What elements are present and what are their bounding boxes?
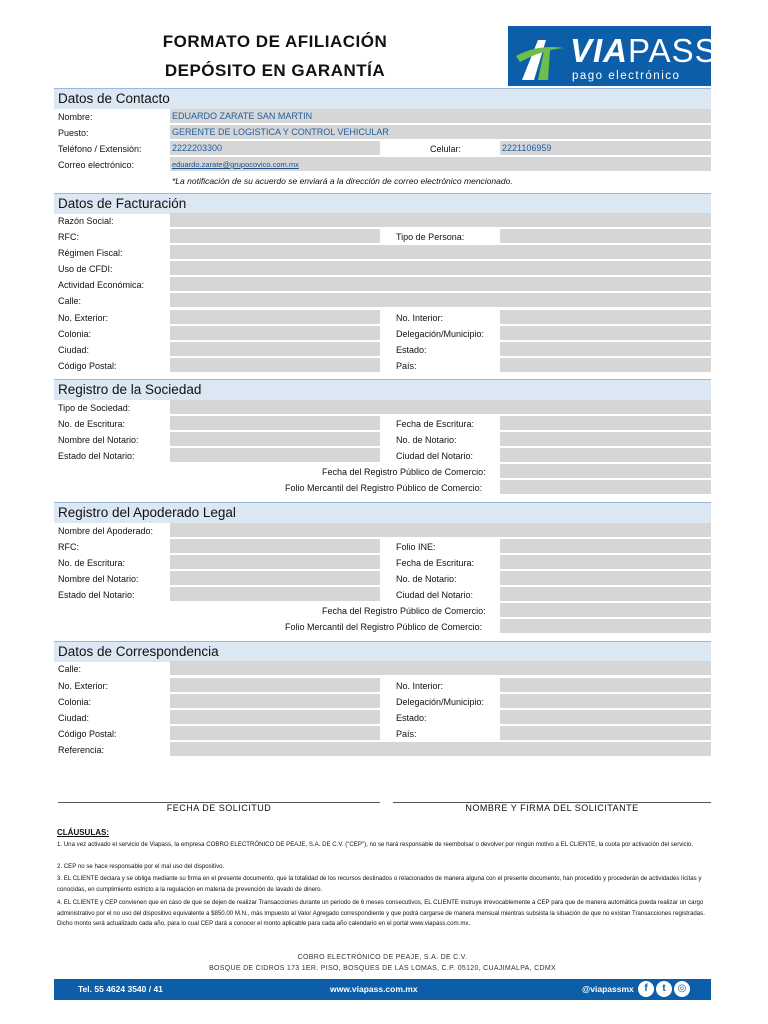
cp-field[interactable] (170, 358, 380, 373)
soc-fecha-escritura-label: Fecha de Escritura: (396, 419, 475, 429)
soc-folio-mercantil-field[interactable] (500, 480, 711, 495)
nombre-value: EDUARDO ZARATE SAN MARTIN (172, 111, 313, 121)
apoderado-nombre-field[interactable] (170, 523, 711, 538)
tipo-persona-label: Tipo de Persona: (396, 232, 465, 242)
facebook-icon[interactable]: f (638, 981, 654, 997)
soc-ciudad-notario-field[interactable] (500, 448, 711, 463)
corr-estado-field[interactable] (500, 710, 711, 725)
estado-label: Estado: (396, 345, 427, 355)
soc-no-notario-field[interactable] (500, 432, 711, 447)
puesto-label: Puesto: (58, 128, 89, 138)
twitter-icon[interactable]: t (656, 981, 672, 997)
footer-company: COBRO ELECTRÓNICO DE PEAJE, S.A. DE C.V. (297, 954, 468, 961)
nombre-label: Nombre: (58, 112, 93, 122)
rfc-label: RFC: (58, 232, 79, 242)
folio-ine-label: Folio INE: (396, 542, 436, 552)
correo-value[interactable]: eduardo.zarate@grupocovico.com.mx (172, 160, 299, 169)
corr-ciudad-label: Ciudad: (58, 713, 90, 723)
corr-calle-field[interactable] (170, 661, 711, 676)
apo-nombre-notario-label: Nombre del Notario: (58, 574, 139, 584)
corr-calle-label: Calle: (58, 664, 82, 674)
telefono-value: 2222203300 (172, 143, 223, 153)
form-title-line2: DEPÓSITO EN GARANTÍA (164, 61, 386, 80)
corr-pais-label: País: (396, 729, 417, 739)
soc-fecha-escritura-field[interactable] (500, 416, 711, 431)
apo-folio-mercantil-label: Folio Mercantil del Registro Público de Comercio: (285, 622, 483, 632)
corr-no-exterior-label: No. Exterior: (58, 681, 109, 691)
apo-folio-mercantil-field[interactable] (500, 619, 711, 634)
telefono-label: Teléfono / Extensión: (58, 144, 142, 154)
soc-no-escritura-field[interactable] (170, 416, 380, 431)
ciudad-field[interactable] (170, 342, 380, 357)
section-facturacion: Datos de Facturación (54, 193, 711, 214)
calle-label: Calle: (58, 296, 82, 306)
apo-no-notario-field[interactable] (500, 571, 711, 586)
uso-cfdi-label: Uso de CFDI: (58, 264, 113, 274)
apo-estado-notario-field[interactable] (170, 587, 380, 602)
logo-brand: VIAPASS (570, 32, 718, 69)
rfc-field[interactable] (170, 229, 380, 244)
correo-note: *La notificación de su acuerdo se enviará a la dirección de correo electrónico mencionado. (172, 176, 513, 186)
soc-no-escritura-label: No. de Escritura: (58, 419, 126, 429)
corr-colonia-label: Colonia: (58, 697, 92, 707)
form-title-line1: FORMATO DE AFILIACIÓN (162, 32, 388, 51)
delegacion-label: Delegación/Municipio: (396, 329, 485, 339)
soc-estado-notario-field[interactable] (170, 448, 380, 463)
pais-field[interactable] (500, 358, 711, 373)
corr-ciudad-field[interactable] (170, 710, 380, 725)
section-sociedad: Registro de la Sociedad (54, 379, 711, 400)
apo-nombre-notario-field[interactable] (170, 571, 380, 586)
apo-ciudad-notario-field[interactable] (500, 587, 711, 602)
corr-no-interior-label: No. Interior: (396, 681, 444, 691)
apo-fecha-escritura-field[interactable] (500, 555, 711, 570)
tipo-persona-field[interactable] (500, 229, 711, 244)
folio-ine-field[interactable] (500, 539, 711, 554)
section-correspondencia: Datos de Correspondencia (54, 641, 711, 662)
regimen-label: Régimen Fiscal: (58, 248, 123, 258)
calle-field[interactable] (170, 293, 711, 308)
apo-ciudad-notario-label: Ciudad del Notario: (396, 590, 474, 600)
soc-nombre-notario-label: Nombre del Notario: (58, 435, 139, 445)
correo-label: Correo electrónico: (58, 160, 135, 170)
soc-ciudad-notario-label: Ciudad del Notario: (396, 451, 474, 461)
soc-folio-mercantil-label: Folio Mercantil del Registro Público de Comercio: (285, 483, 483, 493)
referencia-label: Referencia: (58, 745, 105, 755)
footer-address: BOSQUE DE CIDROS 173 1ER. PISO, BOSQUES DE LAS LOMAS, C.P. 05120, CUAJIMALPA, CDMX (209, 965, 556, 972)
footer-handle[interactable]: @viapassmx (582, 984, 634, 994)
logo-tagline: pago electrónico (572, 70, 681, 82)
no-exterior-field[interactable] (170, 310, 380, 325)
viapass-road-icon (508, 26, 570, 86)
no-exterior-label: No. Exterior: (58, 313, 109, 323)
footer-bar (54, 979, 711, 1000)
corr-estado-label: Estado: (396, 713, 427, 723)
regimen-field[interactable] (170, 245, 711, 260)
clausula-2: 2. CEP no se hace responsable por el mal uso del dispositivo. (57, 863, 225, 870)
section-contacto: Datos de Contacto (54, 88, 711, 109)
corr-delegacion-label: Delegación/Municipio: (396, 697, 485, 707)
puesto-value: GERENTE DE LOGISTICA Y CONTROL VEHICULAR (172, 127, 389, 137)
actividad-label: Actividad Económica: (58, 280, 145, 290)
apo-estado-notario-label: Estado del Notario: (58, 590, 135, 600)
cp-label: Código Postal: (58, 361, 117, 371)
no-interior-label: No. Interior: (396, 313, 444, 323)
apo-no-escritura-field[interactable] (170, 555, 380, 570)
celular-label: Celular: (430, 144, 462, 154)
footer-web[interactable]: www.viapass.com.mx (330, 984, 418, 994)
soc-fecha-registro-label: Fecha del Registro Público de Comercio: (322, 467, 486, 477)
corr-no-interior-field[interactable] (500, 678, 711, 693)
clausula-1: 1. Una vez activado el servicio de Viapass, la empresa COBRO ELECTRÓNICO DE PEAJE, S.A. DE C.V. ("CEP"), no se hará responsable de reembolsar o devolver por ningún motivo a EL CLIENTE, la cuota por activación del servicio. (57, 841, 694, 848)
apo-no-escritura-label: No. de Escritura: (58, 558, 126, 568)
ciudad-label: Ciudad: (58, 345, 90, 355)
no-interior-field[interactable] (500, 310, 711, 325)
clausula-3: 3. EL CLIENTE declara y se obliga mediante su firma en el presente documento, que la totalidad de los recursos destinados o relacionados de manera alguna con el presente documento, han procedido y procederán de actividades lícitas y conocidas, en cumplimiento estricto a la regulación en materia de prevención de lavado de dinero. (57, 875, 702, 893)
actividad-field[interactable] (170, 277, 711, 292)
apo-fecha-registro-field[interactable] (500, 603, 711, 618)
apo-fecha-escritura-label: Fecha de Escritura: (396, 558, 475, 568)
apoderado-nombre-label: Nombre del Apoderado: (58, 526, 154, 536)
tipo-sociedad-field[interactable] (170, 400, 711, 415)
estado-field[interactable] (500, 342, 711, 357)
soc-fecha-registro-field[interactable] (500, 464, 711, 479)
clausula-4: 4. EL CLIENTE y CEP convienen que en caso de que se dejen de realizar Transacciones durante un periodo de 6 meses consecutivos, EL CLIENTE instruye irrevocablemente a CEP para que de manera automática pueda realizar un cargo administrativo por el no uso del dispositivo equivalente a $850.00 M.N., más Impuesto al Valor Agregado correspondiente y que podrá cargarse de manera mensual mientras subsista la situación de que no existan Transacciones registradas. Dicho monto será actualizado cada año, para lo cual CEP dará a conocer el monto aplicable para cada año calendario en el portal www.viapass.com.mx. (57, 899, 705, 927)
firma-solicitante-label: NOMBRE Y FIRMA DEL SOLICITANTE (465, 803, 639, 813)
uso-cfdi-field[interactable] (170, 261, 711, 276)
soc-nombre-notario-field[interactable] (170, 432, 380, 447)
colonia-field[interactable] (170, 326, 380, 341)
corr-delegacion-field[interactable] (500, 694, 711, 709)
instagram-icon[interactable]: ◎ (674, 981, 690, 997)
tipo-sociedad-label: Tipo de Sociedad: (58, 403, 131, 413)
corr-cp-label: Código Postal: (58, 729, 117, 739)
clausulas-title: CLÁUSULAS: (57, 828, 109, 837)
razon-social-label: Razón Social: (58, 216, 114, 226)
apoderado-rfc-label: RFC: (58, 542, 79, 552)
razon-social-field[interactable] (170, 213, 711, 228)
apo-fecha-registro-label: Fecha del Registro Público de Comercio: (322, 606, 486, 616)
soc-no-notario-label: No. de Notario: (396, 435, 457, 445)
viapass-logo (508, 26, 718, 86)
corr-pais-field[interactable] (500, 726, 711, 741)
corr-colonia-field[interactable] (170, 694, 380, 709)
celular-value: 2221106959 (502, 143, 552, 153)
apo-no-notario-label: No. de Notario: (396, 574, 457, 584)
soc-estado-notario-label: Estado del Notario: (58, 451, 135, 461)
colonia-label: Colonia: (58, 329, 92, 339)
referencia-field[interactable] (170, 742, 711, 757)
delegacion-field[interactable] (500, 326, 711, 341)
pais-label: País: (396, 361, 417, 371)
apoderado-rfc-field[interactable] (170, 539, 380, 554)
corr-no-exterior-field[interactable] (170, 678, 380, 693)
section-apoderado: Registro del Apoderado Legal (54, 502, 711, 523)
footer-tel[interactable]: Tel. 55 4624 3540 / 41 (78, 984, 163, 994)
fecha-solicitud-label: FECHA DE SOLICITUD (166, 803, 272, 813)
corr-cp-field[interactable] (170, 726, 380, 741)
